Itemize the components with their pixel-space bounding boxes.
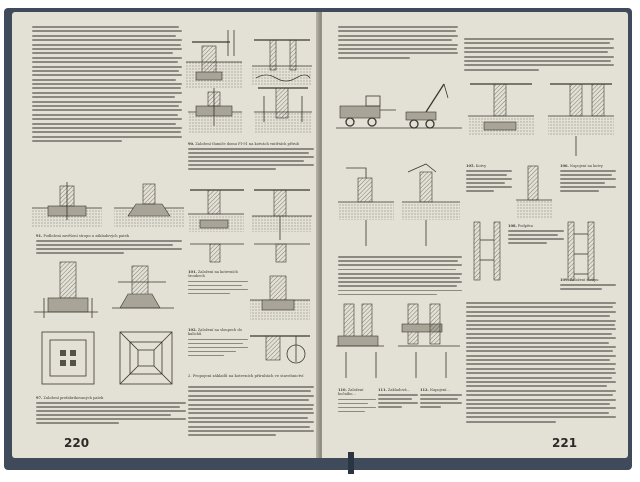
- figure-110-113-sketches: [336, 302, 462, 382]
- figure-88-drawings: [186, 26, 314, 144]
- caption-97: 97. Založení prefabrikovaných patek: [36, 396, 186, 426]
- figure-97-column-footing: [34, 260, 184, 322]
- figure-97-plan-views: [38, 328, 188, 390]
- caption-109: 109. Založení sloupu: [560, 278, 616, 292]
- caption-105: 105. Kotvy: [466, 164, 512, 194]
- caption-102: 102. Založení na sloupech do kalichů: [188, 328, 248, 359]
- figure-106-sketch: [514, 162, 554, 222]
- caption-91: 91. Podložení zavěšení stropu u základových patek: [36, 234, 182, 256]
- body-text-bottom-right: [188, 386, 314, 439]
- right-page: [322, 12, 628, 458]
- figure-105-anchors: [336, 162, 462, 252]
- caption-107-text: [338, 256, 462, 298]
- figure-91-footings: [32, 180, 184, 230]
- caption-108: 108. Podpěra: [508, 224, 564, 246]
- caption-106: 106. Napojení na kotvy: [560, 164, 616, 194]
- bookmark-ribbon: [348, 452, 354, 474]
- page-number-right: 221: [552, 436, 578, 450]
- body-text-top-col1: [338, 26, 458, 61]
- caption-90: 90. Založení tlumiče domu FI-91 na kotvách vnitřních přírub: [188, 142, 314, 172]
- caption-110: 110. Založení bočního...: [338, 388, 376, 415]
- page-number-left: 220: [64, 436, 90, 450]
- caption-101: 101. Založení na kotevních šroubech: [188, 270, 248, 297]
- section-heading: 2. Propojení základů na kotevních přírubách ve stavebnictví: [188, 373, 304, 378]
- body-text-bottom-right: [466, 302, 616, 425]
- left-page: [12, 12, 320, 458]
- figure-104-drawings: [466, 76, 616, 160]
- body-text-top-col2: [464, 38, 614, 73]
- body-text-top-left: [32, 26, 182, 145]
- caption-112: 112. Napojení...: [420, 388, 462, 410]
- figure-104-truck-crane: [336, 82, 462, 134]
- figure-100-drawings: [186, 180, 314, 268]
- caption-111: 111. Zakladová...: [378, 388, 418, 410]
